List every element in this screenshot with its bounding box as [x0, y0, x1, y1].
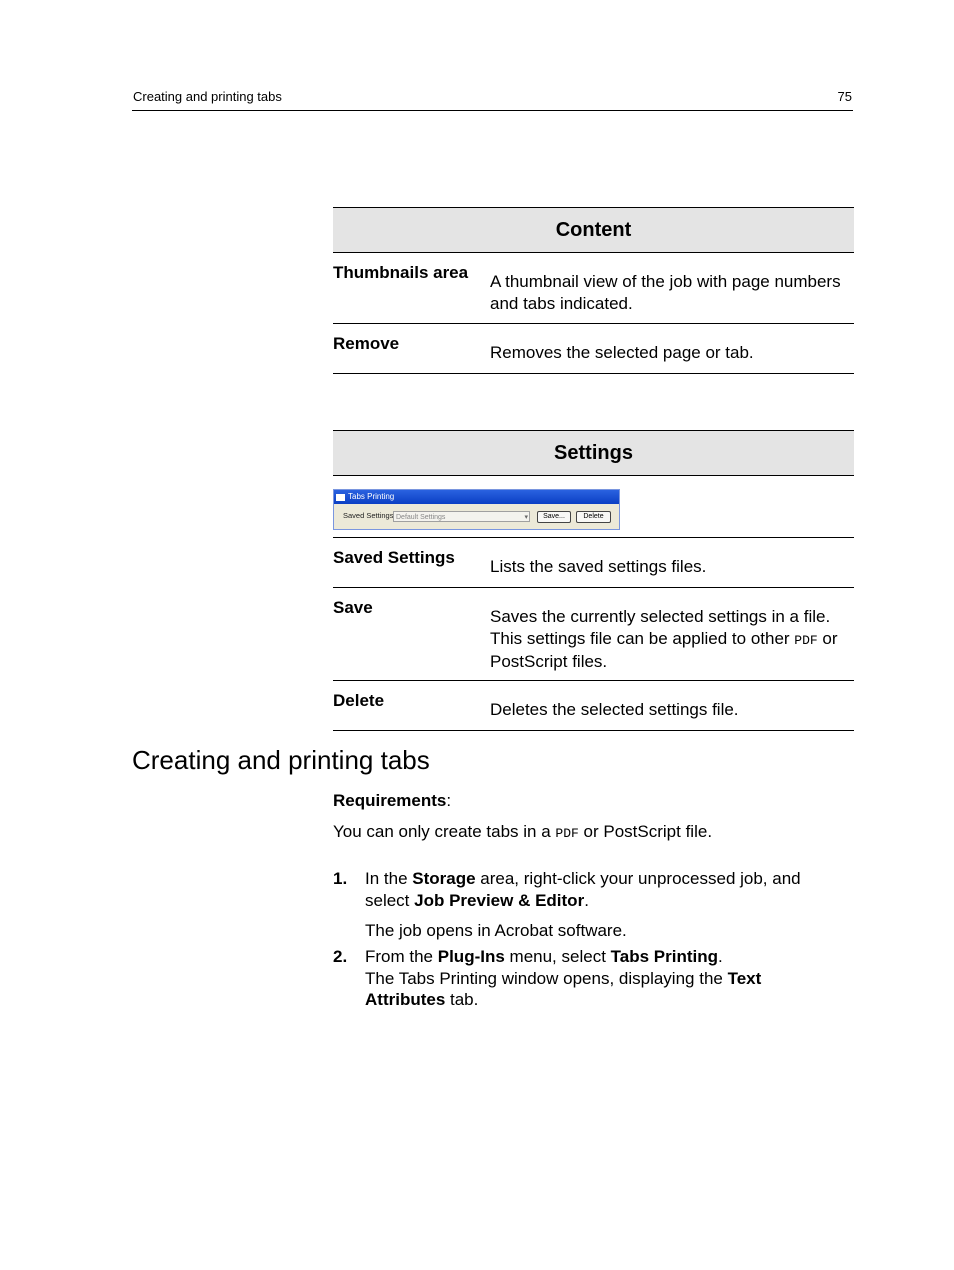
table-row — [333, 253, 854, 324]
settings-table-heading: Settings — [333, 430, 854, 476]
settings-table — [333, 430, 854, 731]
step-text: From the Plug-Ins menu, select Tabs Printing. The Tabs Printing window opens, displaying the Text Attributes tab. — [365, 947, 762, 1009]
delete-button[interactable]: Delete — [576, 511, 611, 523]
row-term: Thumbnails area — [333, 263, 469, 282]
save-button[interactable]: Save... — [537, 511, 571, 523]
table-row — [333, 681, 854, 731]
row-term: Save — [333, 598, 373, 617]
row-description: Lists the saved settings files. — [490, 557, 707, 576]
table-row — [333, 588, 854, 681]
app-icon — [336, 494, 345, 501]
step-result: The job opens in Acrobat software. — [365, 921, 627, 940]
row-term: Delete — [333, 691, 385, 710]
tabs-printing-window-screenshot — [333, 489, 620, 530]
window-title: Tabs Printing — [348, 492, 395, 501]
page-number: 75 — [837, 89, 852, 104]
row-description: Deletes the selected settings file. — [490, 700, 739, 719]
saved-settings-label: Saved Settings — [343, 511, 394, 520]
section-title: Creating and printing tabs — [132, 745, 430, 775]
running-header — [132, 89, 853, 111]
chevron-down-icon: ▾ — [524, 514, 528, 521]
table-row — [333, 538, 854, 588]
row-term: Remove — [333, 334, 400, 353]
step-number: 2. — [333, 947, 348, 966]
content-table — [333, 207, 854, 374]
settings-screenshot-row — [333, 476, 854, 538]
running-header-title: Creating and printing tabs — [133, 89, 282, 104]
step-text: In the Storage area, right-click your unprocessed job, and select Job Preview & Editor. The job opens in Acrobat software. — [365, 868, 825, 942]
requirements-label: Requirements: — [333, 791, 452, 810]
requirements-text: You can only create tabs in a PDF or PostScript file. — [333, 822, 713, 841]
row-description: Saves the currently selected settings in a file. This settings file can be applied to other PDF or PostScript files. — [490, 607, 838, 671]
saved-settings-combo[interactable] — [393, 511, 530, 522]
table-row — [333, 324, 854, 374]
combo-value: Default Settings — [396, 514, 446, 521]
row-description: Removes the selected page or tab. — [490, 343, 754, 362]
window-titlebar — [334, 490, 619, 504]
step-number: 1. — [333, 869, 348, 888]
pdf-code: PDF — [555, 826, 579, 841]
content-table-heading: Content — [333, 207, 854, 253]
row-description: A thumbnail view of the job with page numbers and tabs indicated. — [490, 272, 841, 313]
pdf-code: PDF — [794, 632, 818, 648]
row-term: Saved Settings — [333, 548, 455, 567]
